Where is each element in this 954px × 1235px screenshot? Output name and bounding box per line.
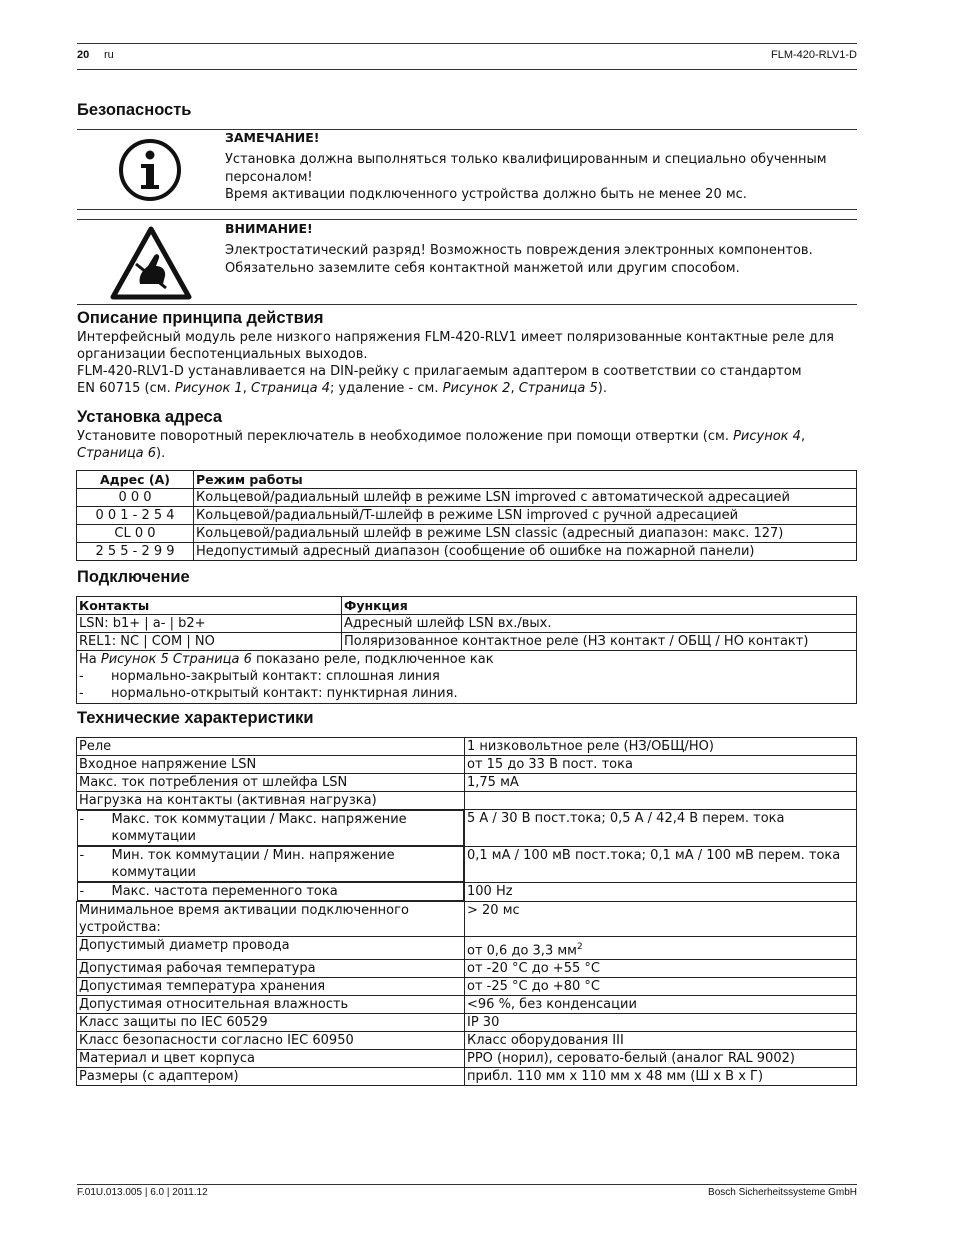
spec-value: 1 низковольтное реле (НЗ/ОБЩ/НО) (465, 738, 857, 756)
notice-line-1: Установка должна выполняться только квалифицированным и специально обученным (225, 152, 827, 167)
address-line-1: Установите поворотный переключатель в необходимое положение при помощи отвертки (см. Рисунок 4, (77, 429, 806, 444)
page-number: 20 (77, 49, 90, 61)
connection-table (76, 596, 857, 704)
table-cell: Кольцевой/радиальный шлейф в режиме LSN improved с автоматической адресацией (194, 489, 857, 507)
table-row (77, 543, 857, 561)
spec-value: от 15 до 33 В пост. тока (465, 756, 857, 774)
esd-warning-icon (110, 226, 192, 300)
bullet-dash: - (79, 812, 85, 827)
bullet-dash: - (79, 884, 85, 899)
spec-name: Класс защиты по IEC 60529 (77, 1014, 465, 1032)
spec-name: Допустимая рабочая температура (77, 960, 465, 978)
header-top-rule (77, 43, 857, 44)
specs-heading: Технические характеристики (77, 709, 314, 727)
spec-name: Допустимая относительная влажность (77, 996, 465, 1014)
table-cell: 0 0 1 - 2 5 4 (77, 507, 194, 525)
table-row (77, 902, 857, 937)
table-row (77, 1032, 857, 1050)
specs-table (76, 737, 857, 1086)
table-row (77, 774, 857, 792)
table-cell: Адресный шлейф LSN вх./вых. (342, 615, 857, 633)
table-cell: CL 0 0 (77, 525, 194, 543)
address-table (76, 470, 857, 561)
table-row (77, 960, 857, 978)
figure-ref[interactable]: Рисунок 4 (733, 429, 801, 444)
list-item: - нормально-закрытый контакт: сплошная линия (79, 669, 440, 684)
table-row (77, 792, 857, 810)
header-bottom-rule (77, 69, 857, 70)
spec-value: 1,75 мА (465, 774, 857, 792)
table-cell: Кольцевой/радиальный/T-шлейф в режиме LSN improved с ручной адресацией (194, 507, 857, 525)
spec-value (465, 792, 857, 810)
notice-bottom-rule (77, 209, 857, 210)
spec-value: <96 %, без конденсации (465, 996, 857, 1014)
table-cell: Кольцевой/радиальный шлейф в режиме LSN classic (адресный диапазон: макс. 127) (194, 525, 857, 543)
column-header: Адрес (A) (77, 471, 194, 489)
notice-text (225, 151, 855, 204)
info-icon (117, 137, 183, 203)
table-header-row (77, 471, 857, 489)
description-text (77, 329, 857, 397)
caution-text (225, 242, 855, 277)
table-row (77, 756, 857, 774)
document-title: FLM-420-RLV1-D (771, 49, 857, 61)
column-header: Контакты (77, 597, 342, 615)
figure-ref[interactable]: Рисунок 1 (174, 381, 243, 396)
spec-name: Нагрузка на контакты (активная нагрузка) (77, 792, 465, 810)
table-row (77, 489, 857, 507)
table-cell: Недопустимый адресный диапазон (сообщение об ошибке на пожарной панели) (194, 543, 857, 561)
safety-heading: Безопасность (77, 101, 192, 119)
table-row (77, 525, 857, 543)
page-ref[interactable]: Страница 6 (77, 446, 157, 461)
table-cell: LSN: b1+ | a- | b2+ (77, 615, 342, 633)
spec-name: - Мин. ток коммутации / Мин. напряжение коммутации (77, 846, 465, 882)
caution-bottom-rule (77, 304, 857, 305)
spec-name: Допустимый диаметр провода (77, 937, 465, 960)
notice-line-3: Время активации подключенного устройства должно быть не менее 20 мс. (225, 187, 747, 202)
table-cell: 2 5 5 - 2 9 9 (77, 543, 194, 561)
spec-value: от -20 °C до +55 °C (465, 960, 857, 978)
table-cell: 0 0 0 (77, 489, 194, 507)
bullet-dash: - (79, 848, 85, 863)
page-ref[interactable]: Страница 5 (518, 381, 598, 396)
description-line-1: Интерфейсный модуль реле низкого напряжения FLM-420-RLV1 имеет поляризованные контактные реле для (77, 330, 834, 345)
language-code: ru (104, 49, 114, 61)
spec-value: 0,1 мА / 100 мВ пост.тока; 0,1 мА / 100 мВ перем. тока (465, 846, 857, 882)
spec-value: прибл. 110 мм x 110 мм x 48 мм (Ш x В x Г) (465, 1068, 857, 1086)
spec-name: Допустимая температура хранения (77, 978, 465, 996)
caution-line-2: Обязательно заземлите себя контактной манжетой или другим способом. (225, 260, 740, 276)
table-row (77, 633, 857, 651)
address-heading: Установка адреса (77, 408, 223, 426)
caution-top-rule (77, 219, 857, 220)
notice-label: ЗАМЕЧАНИЕ! (225, 130, 320, 145)
column-header: Функция (342, 597, 857, 615)
address-line-2: Страница 6). (77, 446, 166, 461)
notice-line-2: персоналом! (225, 169, 313, 185)
table-row (77, 1050, 857, 1068)
address-text (77, 428, 857, 462)
spec-name: Материал и цвет корпуса (77, 1050, 465, 1068)
table-row (77, 882, 857, 902)
description-heading: Описание принципа действия (77, 309, 324, 327)
footer-doc-info: F.01U.013.005 | 6.0 | 2011.12 (77, 1187, 208, 1198)
caution-label: ВНИМАНИЕ! (225, 221, 313, 236)
spec-value: Класс оборудования III (465, 1032, 857, 1050)
column-header: Режим работы (194, 471, 857, 489)
spec-name: Класс безопасности согласно IEC 60950 (77, 1032, 465, 1050)
figure-ref[interactable]: Рисунок 5 Страница 6 (100, 652, 252, 667)
table-row (77, 1068, 857, 1086)
table-cell: REL1: NC | COM | NO (77, 633, 342, 651)
table-row (77, 738, 857, 756)
description-line-4: EN 60715 (см. Рисунок 1, Страница 4; удаление - см. Рисунок 2, Страница 5). (77, 381, 607, 396)
table-row (77, 996, 857, 1014)
connection-note (77, 651, 857, 704)
spec-name: Макс. ток потребления от шлейфа LSN (77, 774, 465, 792)
spec-value: от 0,6 до 3,3 $мм^2$ (465, 937, 857, 960)
spec-name: Размеры (с адаптером) (77, 1068, 465, 1086)
notice-top-rule (77, 129, 857, 130)
caution-line-1: Электростатический разряд! Возможность повреждения электронных компонентов. (225, 243, 813, 258)
spec-name: - Макс. частота переменного тока (77, 882, 465, 901)
spec-name: Входное напряжение LSN (77, 756, 465, 774)
spec-value: IP 30 (465, 1014, 857, 1032)
table-row (77, 651, 857, 704)
spec-name: Минимальное время активации подключенного устройства: (77, 902, 465, 937)
table-row (77, 978, 857, 996)
spec-value: PPO (норил), серовато-белый (аналог RAL 9002) (465, 1050, 857, 1068)
connection-note-intro: На Рисунок 5 Страница 6 показано реле, подключенное как (79, 652, 494, 667)
table-row (77, 846, 857, 882)
table-row (77, 937, 857, 960)
footer-company: Bosch Sicherheitssysteme GmbH (708, 1187, 857, 1198)
list-item: - нормально-открытый контакт: пунктирная линия. (79, 686, 458, 701)
table-cell: Поляризованное контактное реле (НЗ контакт / ОБЩ / НО контакт) (342, 633, 857, 651)
footer-rule (77, 1184, 857, 1185)
table-row (77, 810, 857, 847)
table-header-row (77, 597, 857, 615)
spec-value: 100 Hz (465, 882, 857, 902)
spec-name: Реле (77, 738, 465, 756)
spec-value: > 20 мс (465, 902, 857, 937)
table-row (77, 1014, 857, 1032)
table-row (77, 507, 857, 525)
spec-name: - Макс. ток коммутации / Макс. напряжение коммутации (77, 810, 465, 846)
connection-heading: Подключение (77, 568, 190, 586)
spec-value: 5 А / 30 В пост.тока; 0,5 А / 42,4 В перем. тока (465, 810, 857, 847)
spec-value: от -25 °C до +80 °C (465, 978, 857, 996)
figure-ref[interactable]: Рисунок 2 (442, 381, 511, 396)
description-line-2: организации беспотенциальных выходов. (77, 347, 368, 362)
table-row (77, 615, 857, 633)
description-line-3: FLM-420-RLV1-D устанавливается на DIN-рейку с прилагаемым адаптером в соответствии со стандартом (77, 364, 802, 379)
page-ref[interactable]: Страница 4 (250, 381, 331, 396)
